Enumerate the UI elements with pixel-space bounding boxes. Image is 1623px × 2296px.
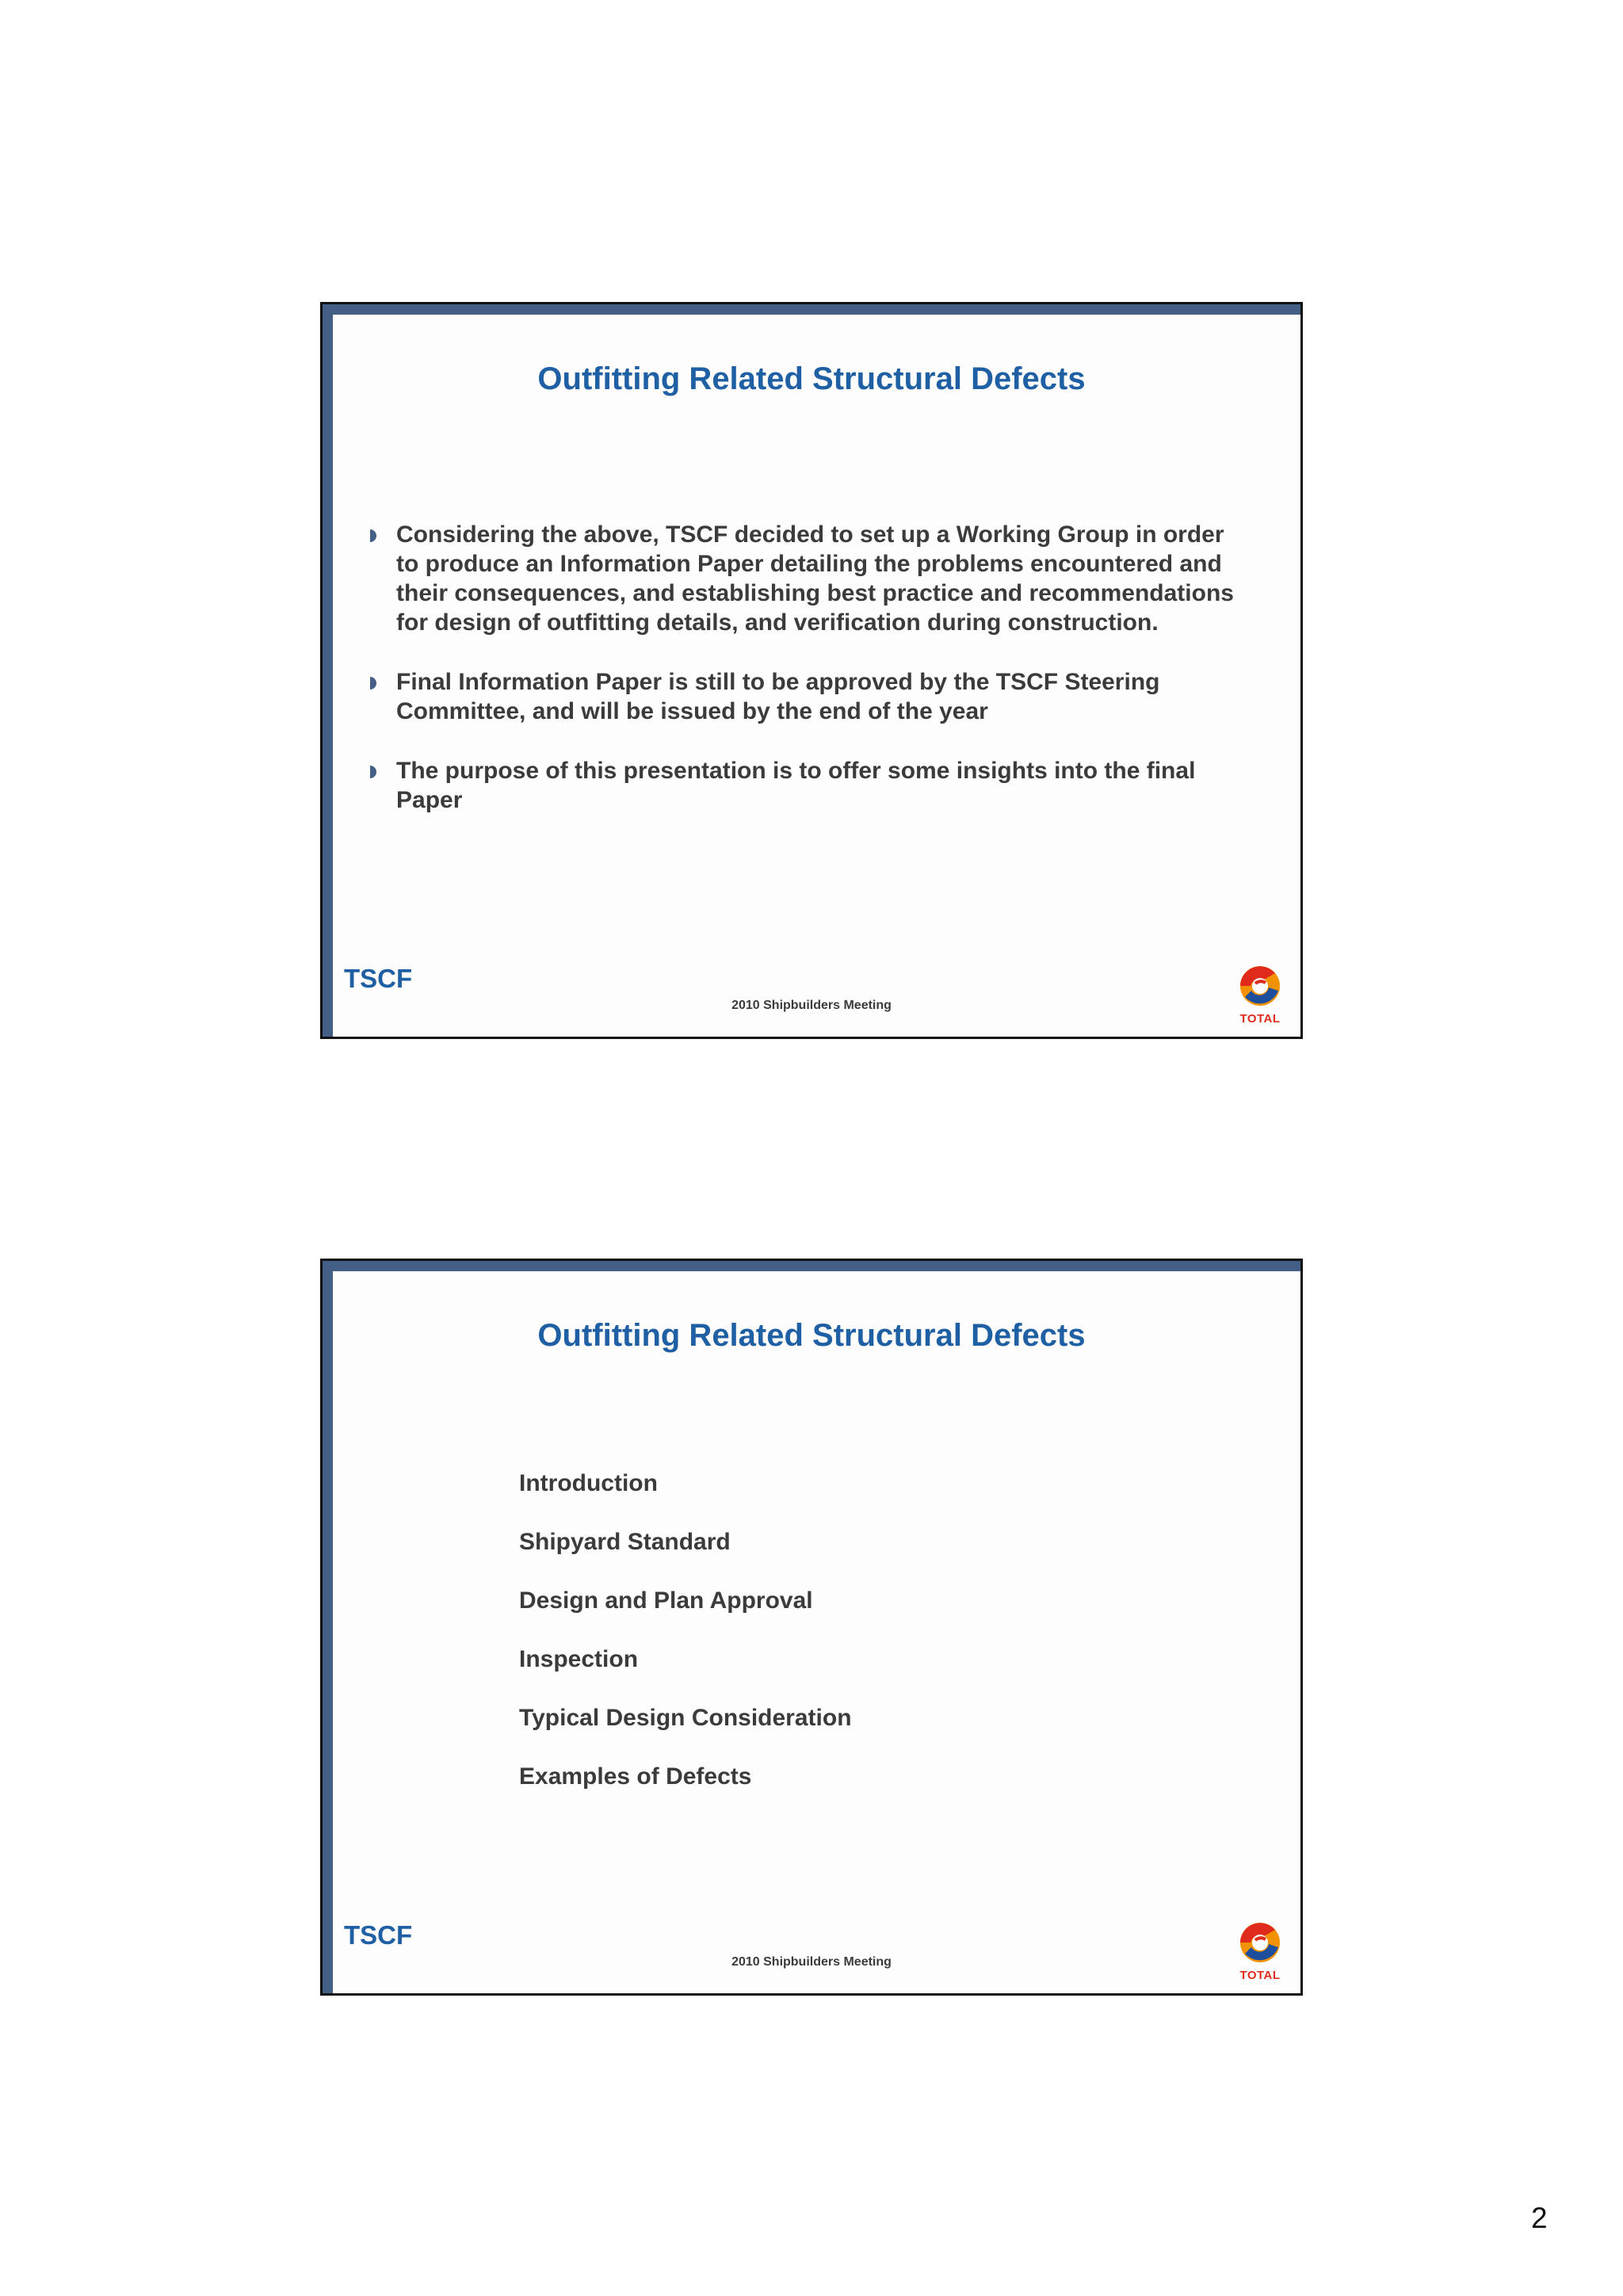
bullet-item: [370, 667, 1234, 726]
bullet-marker-icon: [370, 529, 376, 542]
slide-title: Outfitting Related Structural Defects: [537, 1318, 1086, 1353]
slide-top-bar: [323, 304, 1300, 315]
slide-left-bar: [323, 1261, 333, 1993]
agenda-item-shipyard-standard: Shipyard Standard: [519, 1529, 731, 1555]
bullet-text: Considering the above, TSCF decided to set up a Working Group in order to produce an Information Paper detailing the problems encountered and their consequences, and establishing best practice and recommendations for design of outfitting details, and verification during construction.: [396, 521, 1234, 636]
total-logo-icon: [1229, 962, 1291, 1011]
total-logo: [1229, 962, 1291, 1026]
slide-1: [320, 302, 1303, 1039]
page-number: 2: [1531, 2202, 1548, 2234]
footer-event: 2010 Shipbuilders Meeting: [731, 999, 892, 1012]
agenda-item-introduction: Introduction: [519, 1470, 658, 1496]
agenda-item-design-plan-approval: Design and Plan Approval: [519, 1587, 813, 1614]
slide-2: [320, 1259, 1303, 1996]
agenda-item-inspection: Inspection: [519, 1646, 639, 1672]
slide-top-bar: [323, 1261, 1300, 1271]
bullet-marker-icon: [370, 766, 376, 778]
footer-event: 2010 Shipbuilders Meeting: [731, 1955, 892, 1969]
agenda-item-examples-defects: Examples of Defects: [519, 1763, 752, 1790]
footer-organization: TSCF: [344, 1920, 413, 1950]
bullet-marker-icon: [370, 677, 376, 690]
total-logo-icon: [1229, 1919, 1291, 1968]
logo-text: TOTAL: [1239, 1969, 1281, 1982]
total-logo: [1229, 1919, 1291, 1982]
footer-organization: TSCF: [344, 964, 413, 993]
agenda-item-design-consideration: Typical Design Consideration: [519, 1705, 852, 1731]
slide-left-bar: [323, 304, 333, 1037]
bullet-text: Final Information Paper is still to be approved by the TSCF Steering Committee, and will be issued by the end of the year: [396, 669, 1160, 724]
bullet-text: The purpose of this presentation is to offer some insights into the final Paper: [396, 758, 1196, 813]
slide-title: Outfitting Related Structural Defects: [537, 361, 1086, 396]
logo-text: TOTAL: [1239, 1012, 1281, 1026]
bullet-list: [370, 520, 1234, 845]
bullet-item: [370, 520, 1234, 637]
bullet-item: [370, 756, 1234, 815]
agenda-list: [519, 1469, 852, 1820]
